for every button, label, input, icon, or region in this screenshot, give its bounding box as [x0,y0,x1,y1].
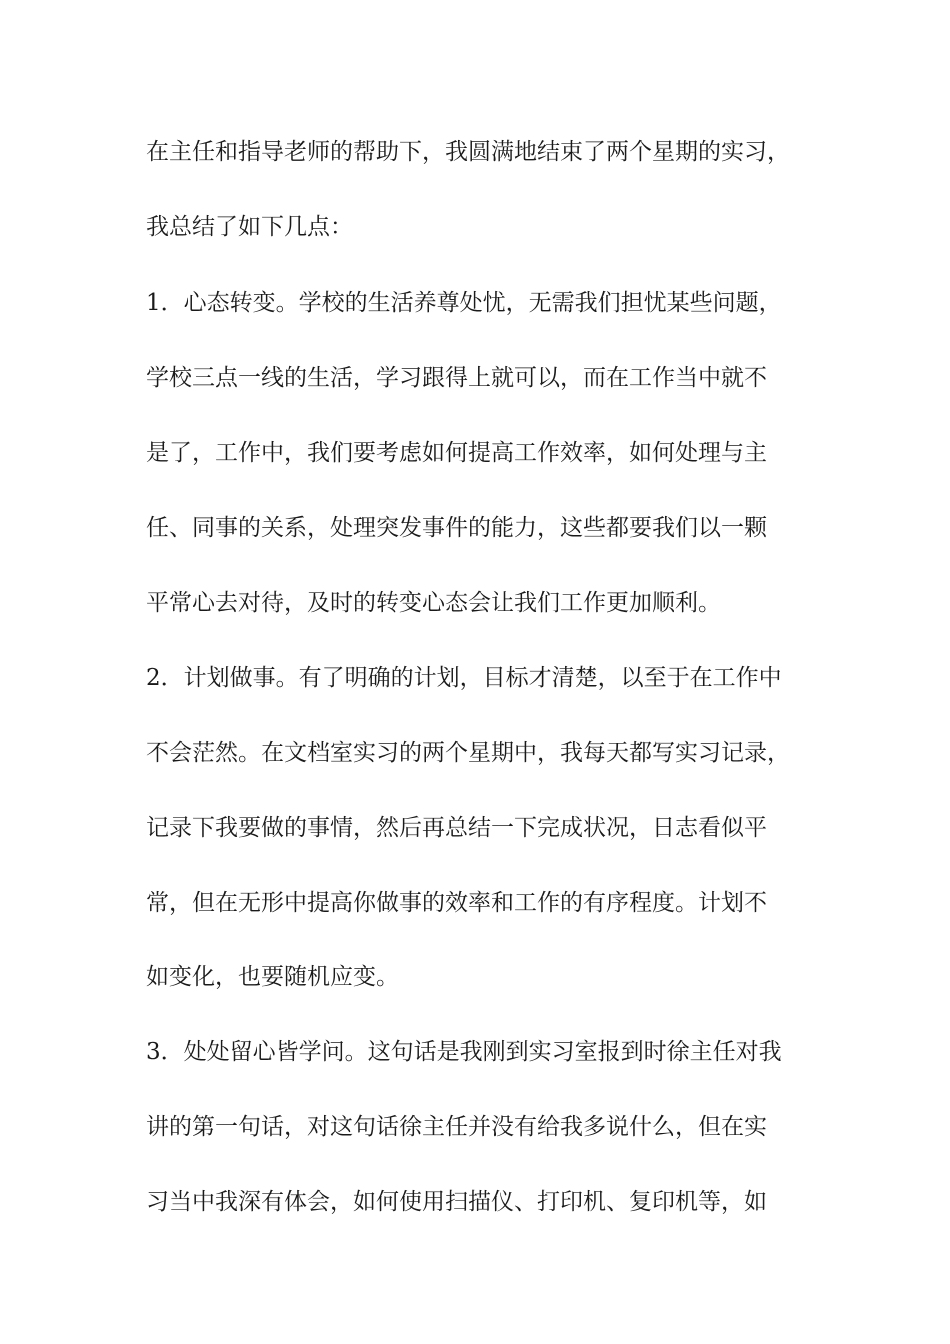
text-line: 常，但在无形中提高你做事的效率和工作的有序程度。计划不 [146,890,767,916]
text-line: 2．计划做事。有了明确的计划，目标才清楚，以至于在工作中 [146,665,782,691]
text-line: 习当中我深有体会，如何使用扫描仪、打印机、复印机等，如 [146,1189,767,1215]
text-line: 3．处处留心皆学问。这句话是我刚到实习室报到时徐主任对我 [146,1039,782,1065]
text-line: 平常心去对待，及时的转变心态会让我们工作更加顺利。 [146,590,721,616]
text-line: 讲的第一句话，对这句话徐主任并没有给我多说什么，但在实 [146,1114,767,1140]
text-line: 1．心态转变。学校的生活养尊处忧，无需我们担忧某些问题， [146,290,782,316]
text-line: 学校三点一线的生活，学习跟得上就可以，而在工作当中就不 [146,365,767,391]
text-line: 不会茫然。在文档室实习的两个星期中，我每天都写实习记录， [146,740,790,766]
text-line: 任、同事的关系，处理突发事件的能力，这些都要我们以一颗 [146,515,767,541]
text-line: 是了，工作中，我们要考虑如何提高工作效率，如何处理与主 [146,440,767,466]
text-line: 我总结了如下几点： [146,214,353,240]
text-line: 如变化，也要随机应变。 [146,964,399,990]
text-line: 在主任和指导老师的帮助下，我圆满地结束了两个星期的实习， [146,139,790,165]
text-line: 记录下我要做的事情，然后再总结一下完成状况，日志看似平 [146,815,767,841]
